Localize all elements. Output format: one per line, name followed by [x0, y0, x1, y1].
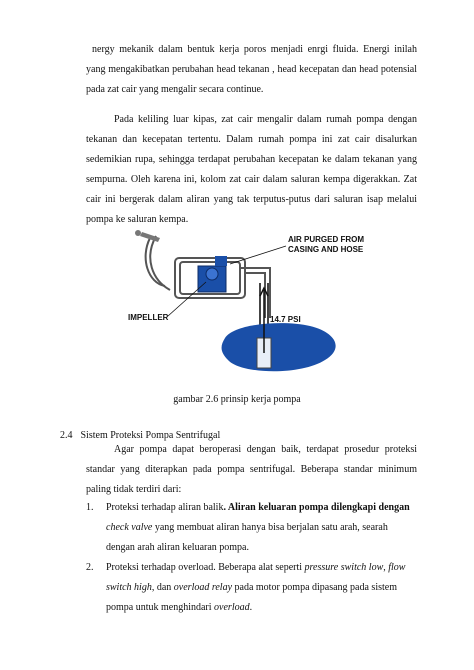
paragraph-kipas: Pada keliling luar kipas, zat cair mengalir dalam rumah pompa dengan tekanan dan kecepatan tertentu. Dalam rumah pompa ini zat cair disalurkan sedemikian rupa, sehingga terdapat perubahan kecepatan ke dalam tekanan yang sempurna. Oleh karena ini, kolom zat cair dalam saluran kempa digerakkan. Zat cair ini bergerak dalam aliran yang tak terputus-putus dari saluran isap melalui pompa ke saluran kempa.	[86, 114, 417, 225]
list-text: Proteksi terhadap overload. Beberapa alat seperti pressure switch low, flow switch high, dan overload relay pada motor pompa dipasang pada sistem pompa untuk menghindari overload.	[106, 562, 406, 613]
figure-caption: gambar 2.6 prinsip kerja pompa	[173, 394, 301, 405]
intro-text: nergy mekanik dalam bentuk kerja poros menjadi enrgi fluida. Energi inilah yang mengakibatkan perubahan head tekanan , head kecepatan dan head potensial pada zat cair yang mengalir secara continue.	[86, 44, 417, 95]
air-purged-label: AIR PURGED FROM	[288, 235, 364, 244]
pump-diagram	[120, 228, 385, 376]
impeller-label: IMPELLER	[128, 313, 169, 322]
section-number: 2.4	[60, 430, 73, 441]
water-pool	[222, 323, 336, 371]
list-number: 2.	[86, 562, 94, 573]
section-title: Sistem Proteksi Pompa Sentrifugal	[80, 430, 221, 441]
hose-nozzle	[135, 230, 160, 242]
protection-list	[86, 498, 417, 618]
list-item-2	[86, 558, 417, 618]
list-text: Proteksi terhadap aliran balik. Aliran keluaran pompa dilengkapi dengan check valve yang membuat aliran hanya bisa berjalan satu arah, searah dengan arah aliran keluaran pompa.	[106, 502, 410, 553]
casing-hose-label: CASING AND HOSE	[288, 245, 364, 254]
pump-diagram-svg	[120, 228, 385, 376]
list-item-1	[86, 498, 417, 558]
intro-paragraph	[86, 40, 417, 100]
section-intro: Agar pompa dapat beroperasi dengan baik, terdapat prosedur proteksi standar yang diterapkan pada pompa sentrifugal. Beberapa standar minimum paling tidak terdiri dari:	[86, 444, 417, 495]
pressure-label: 14.7 PSI	[270, 315, 301, 324]
list-number: 1.	[86, 502, 94, 513]
discharge-hose	[146, 238, 165, 286]
